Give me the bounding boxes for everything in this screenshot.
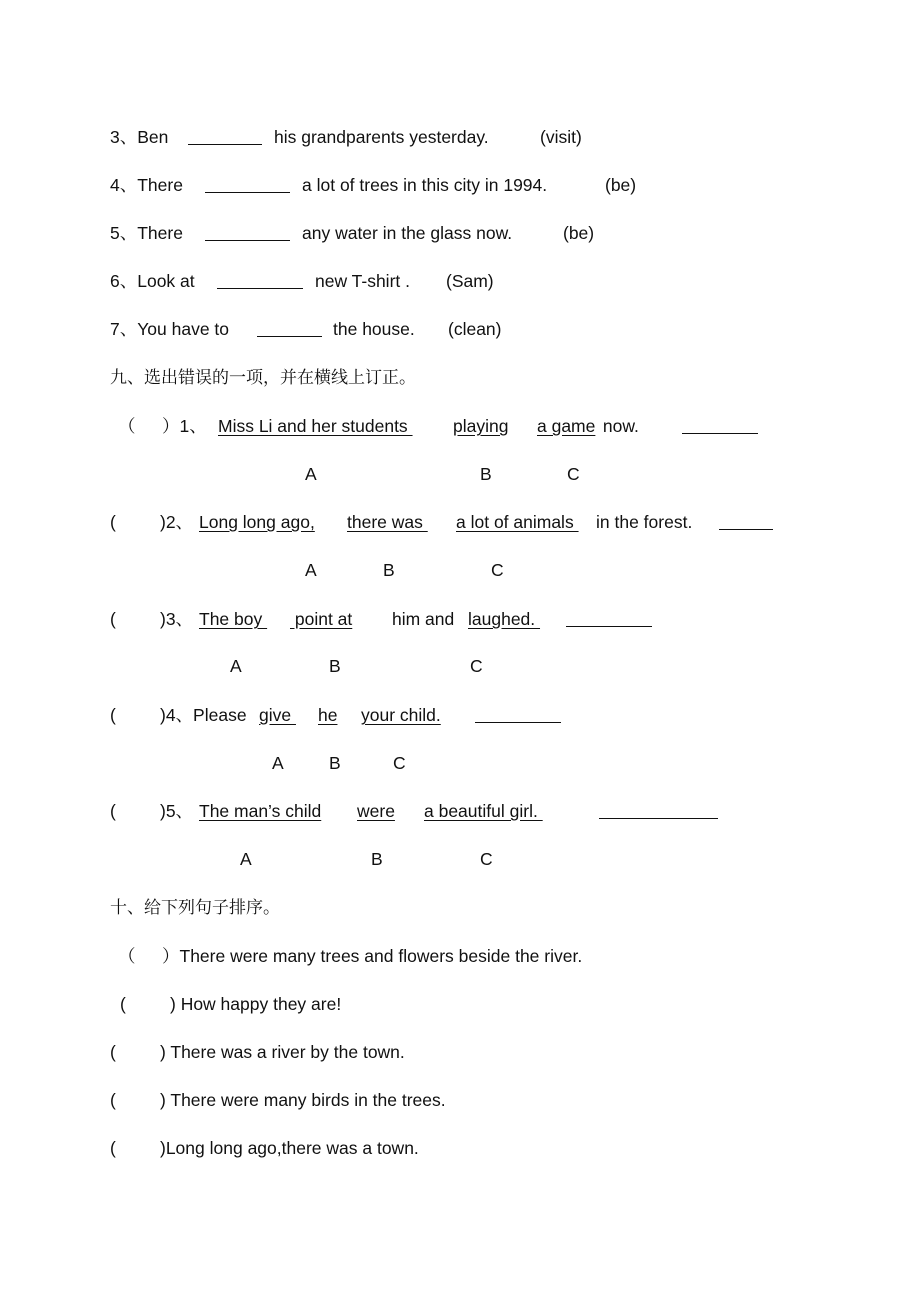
letter-b: B <box>383 560 395 580</box>
option-b-text: there was <box>347 512 428 532</box>
option-letters-2 <box>0 557 920 583</box>
letter-b: B <box>329 753 341 773</box>
item-text: the house. <box>333 319 415 339</box>
error-item-3 <box>0 606 920 632</box>
answer-paren[interactable]: ( <box>110 512 116 532</box>
order-item <box>0 1135 920 1161</box>
fill-item-5 <box>0 220 920 246</box>
option-a-text: give <box>259 705 296 725</box>
correction-blank[interactable] <box>475 702 561 723</box>
answer-paren[interactable]: （ <box>118 416 136 436</box>
letter-b: B <box>329 656 341 676</box>
section-9-heading <box>0 365 920 391</box>
letter-c: C <box>470 656 483 676</box>
letter-c: C <box>491 560 504 580</box>
option-letters-3 <box>0 653 920 679</box>
item-hint: (be) <box>605 175 637 195</box>
answer-paren[interactable]: ( <box>110 705 116 725</box>
letter-c: C <box>480 849 493 869</box>
letter-a: A <box>305 560 317 580</box>
option-c-text: your child. <box>361 705 441 725</box>
correction-blank[interactable] <box>719 509 773 530</box>
item-prefix: 5、There <box>110 223 183 243</box>
letter-b: B <box>480 464 492 484</box>
item-number: )5、 <box>160 801 194 821</box>
letter-a: A <box>272 753 284 773</box>
letter-a: A <box>240 849 252 869</box>
section-title: 十、给下列句子排序。 <box>110 898 280 918</box>
item-number: )2、 <box>160 512 194 532</box>
answer-blank[interactable] <box>257 316 322 337</box>
option-letters-1 <box>0 461 920 487</box>
letter-b: B <box>371 849 383 869</box>
fill-item-4 <box>0 172 920 198</box>
option-c-text: a game <box>537 416 596 436</box>
item-prefix: 7、You have to <box>110 319 230 339</box>
item-number: )3、 <box>160 609 194 629</box>
item-hint: (clean) <box>448 319 502 339</box>
item-prefix: 3、Ben <box>110 127 169 147</box>
answer-paren[interactable]: ( <box>110 1138 116 1158</box>
correction-blank[interactable] <box>599 798 718 819</box>
error-item-4 <box>0 702 920 728</box>
error-item-1 <box>0 413 920 439</box>
answer-blank[interactable] <box>205 172 290 193</box>
correction-blank[interactable] <box>566 606 652 627</box>
option-letters-4 <box>0 750 920 776</box>
option-c-text: a lot of animals <box>456 512 579 532</box>
item-text: any water in the glass now. <box>302 223 513 243</box>
item-hint: (be) <box>563 223 595 243</box>
correction-blank[interactable] <box>682 413 758 434</box>
answer-paren[interactable]: ( <box>120 994 126 1014</box>
option-c-text: a beautiful girl. <box>424 801 543 821</box>
item-text: him and <box>392 609 460 629</box>
error-item-5 <box>0 798 920 824</box>
order-item <box>0 991 920 1017</box>
section-10-heading <box>0 895 920 921</box>
answer-paren[interactable]: ( <box>110 801 116 821</box>
item-prefix: 4、There <box>110 175 183 195</box>
item-hint: (Sam) <box>446 271 494 291</box>
item-hint: (visit) <box>540 127 582 147</box>
option-b-text: were <box>357 801 395 821</box>
option-c-text: laughed. <box>468 609 541 629</box>
option-a-text: Miss Li and her students <box>218 416 413 436</box>
letter-c: C <box>567 464 580 484</box>
item-text: new T-shirt . <box>315 271 410 291</box>
section-title: 九、选出错误的一项，并在横线上订正。 <box>110 368 416 388</box>
option-a-text: The man’s child <box>199 801 322 821</box>
item-number: ）1、 <box>162 416 207 436</box>
error-item-2 <box>0 509 920 535</box>
answer-blank[interactable] <box>205 220 290 241</box>
answer-blank[interactable] <box>217 268 303 289</box>
answer-paren[interactable]: ( <box>110 609 116 629</box>
sentence-text: ) There was a river by the town. <box>160 1042 405 1062</box>
option-letters-5 <box>0 846 920 872</box>
option-b-text: playing <box>453 416 509 436</box>
order-item <box>0 1087 920 1113</box>
answer-paren[interactable]: ( <box>110 1090 116 1110</box>
sentence-text: ) There were many birds in the trees. <box>160 1090 446 1110</box>
fill-item-6 <box>0 268 920 294</box>
item-text: a lot of trees in this city in 1994. <box>302 175 548 195</box>
sentence-text: ) How happy they are! <box>170 994 342 1014</box>
item-text: in the forest. <box>596 512 693 532</box>
order-item <box>0 943 920 969</box>
letter-a: A <box>230 656 242 676</box>
option-b-text: he <box>318 705 338 725</box>
answer-blank[interactable] <box>188 124 262 145</box>
letter-a: A <box>305 464 317 484</box>
fill-item-7 <box>0 316 920 342</box>
order-item <box>0 1039 920 1065</box>
option-b-text: point at <box>290 609 353 629</box>
item-number: )4、Please <box>160 705 252 725</box>
fill-item-3 <box>0 124 920 150</box>
option-a-text: Long long ago, <box>199 512 315 532</box>
letter-c: C <box>393 753 406 773</box>
option-a-text: The boy <box>199 609 268 629</box>
sentence-text: ）There were many trees and flowers beside the river. <box>162 946 583 966</box>
item-text: now. <box>598 416 639 436</box>
sentence-text: )Long long ago,there was a town. <box>160 1138 419 1158</box>
answer-paren[interactable]: （ <box>118 946 136 966</box>
item-text: his grandparents yesterday. <box>274 127 489 147</box>
answer-paren[interactable]: ( <box>110 1042 116 1062</box>
item-prefix: 6、Look at <box>110 271 195 291</box>
